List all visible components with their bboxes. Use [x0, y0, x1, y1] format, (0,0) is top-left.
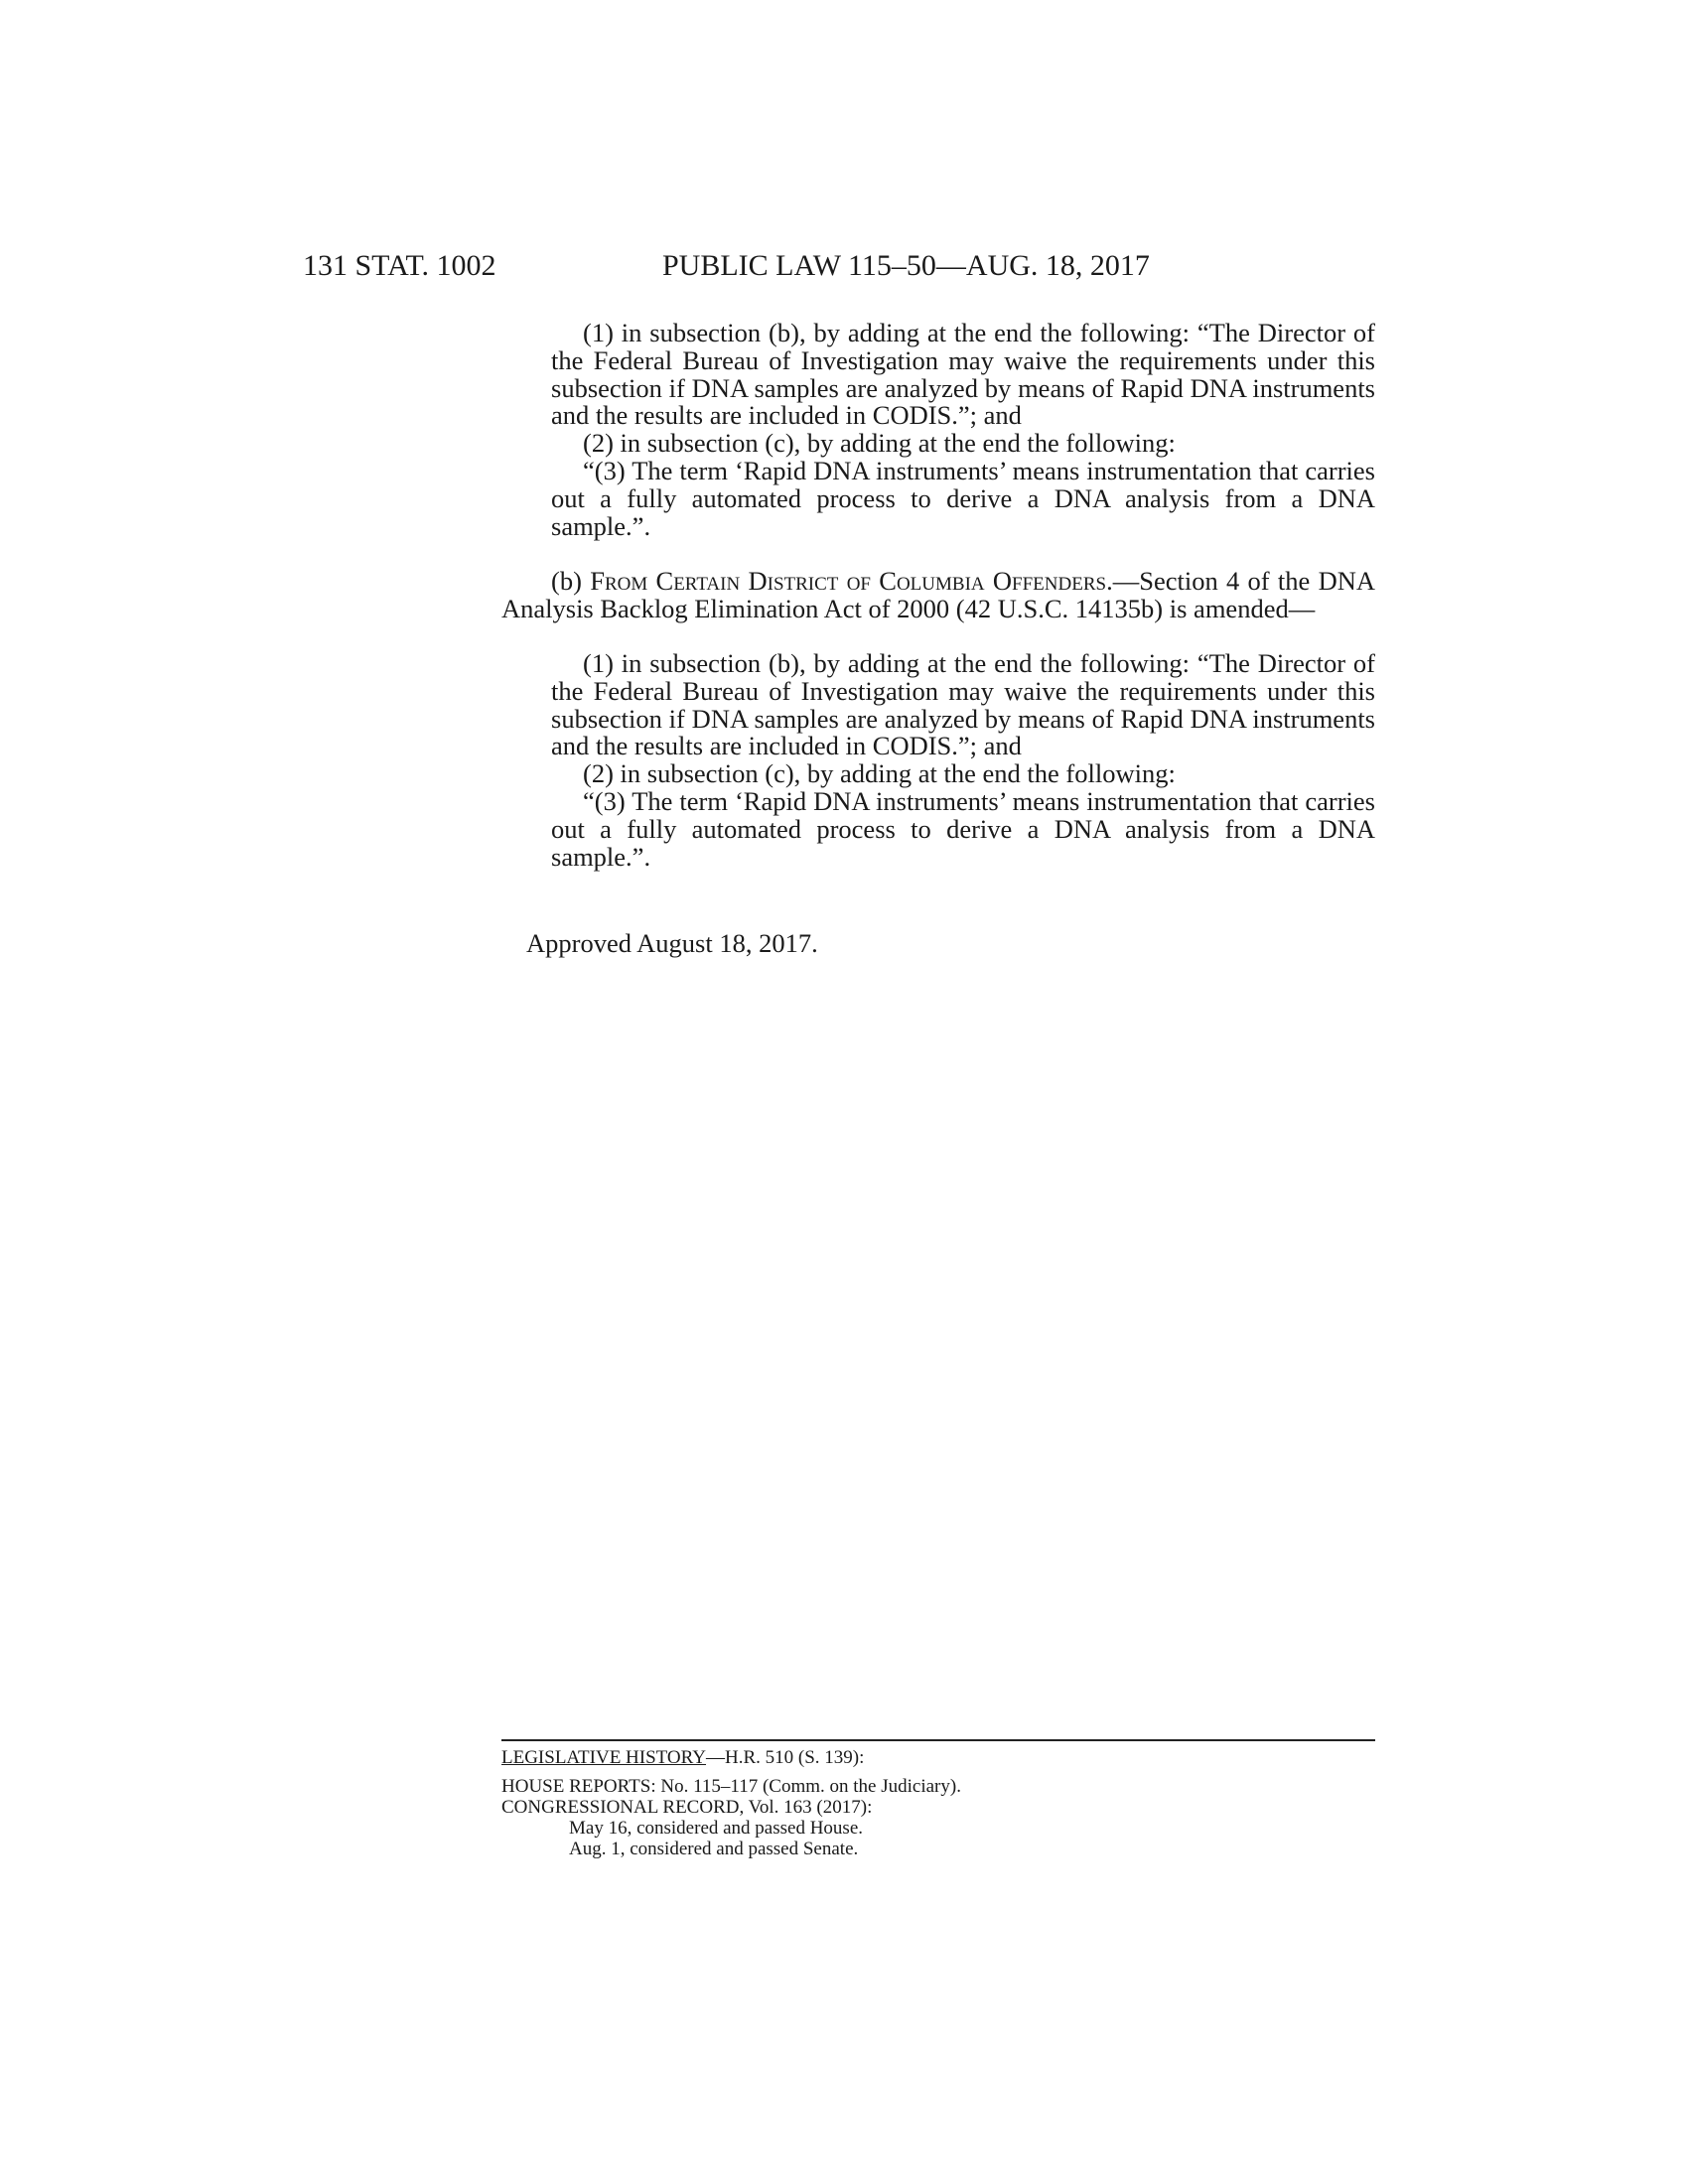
section-b-heading-text: —Section 4 of the DNA Analysis Backlog Elimination Act of 2000 (42 U.S.C. 14135b) is amended—	[501, 566, 1375, 623]
section-a-paragraph-1: (1) in subsection (b), by adding at the end the following: “The Director of the Federal Bureau of Investigation may waive the requirements under this subsection if DNA samples are analyzed by means of Rapid DNA instruments and the results are included in CODIS.”; and	[551, 318, 1375, 431]
section-a-paragraph-3: “(3) The term ‘Rapid DNA instruments’ means instrumentation that carries out a fully automated process to derive a DNA analysis from a DNA sample.”.	[551, 455, 1375, 541]
section-b-heading-paragraph	[501, 568, 1375, 623]
statute-citation: 131 STAT. 1002	[303, 249, 496, 282]
section-b-heading: From Certain District of Columbia Offenders.	[590, 566, 1113, 596]
section-b-amendments	[551, 650, 1375, 871]
legislative-history-title: LEGISLATIVE HISTORY	[501, 1747, 707, 1768]
section-b-paragraph-1: (1) in subsection (b), by adding at the end the following: “The Director of the Federal Bureau of Investigation may waive the requirements under this subsection if DNA samples are analyzed by means of Rapid DNA instruments and the results are included in CODIS.”; and	[551, 648, 1375, 761]
public-law-title: PUBLIC LAW 115–50—AUG. 18, 2017	[662, 249, 1150, 282]
congressional-record: CONGRESSIONAL RECORD, Vol. 163 (2017):	[501, 1797, 873, 1818]
section-b-paragraph-3: “(3) The term ‘Rapid DNA instruments’ means instrumentation that carries out a fully automated process to derive a DNA analysis from a DNA sample.”.	[551, 785, 1375, 872]
record-entry: Aug. 1, considered and passed Senate.	[569, 1839, 859, 1859]
record-entry: May 16, considered and passed House.	[569, 1818, 864, 1839]
legislative-history	[501, 1747, 1375, 1859]
section-a-paragraph-2: (2) in subsection (c), by adding at the end the following:	[583, 428, 1176, 459]
approval-date: Approved August 18, 2017.	[526, 928, 818, 958]
section-a-amendments	[551, 320, 1375, 540]
section-b-paragraph-2: (2) in subsection (c), by adding at the end the following:	[583, 758, 1176, 789]
section-b	[501, 568, 1375, 623]
legislative-history-bill: —H.R. 510 (S. 139):	[706, 1747, 865, 1768]
footnote-divider	[501, 1739, 1375, 1741]
house-reports: HOUSE REPORTS: No. 115–117 (Comm. on the Judiciary).	[501, 1776, 961, 1797]
section-b-label: (b)	[551, 566, 591, 596]
page-header	[303, 246, 1375, 286]
legislative-history-title-line	[501, 1747, 1375, 1768]
